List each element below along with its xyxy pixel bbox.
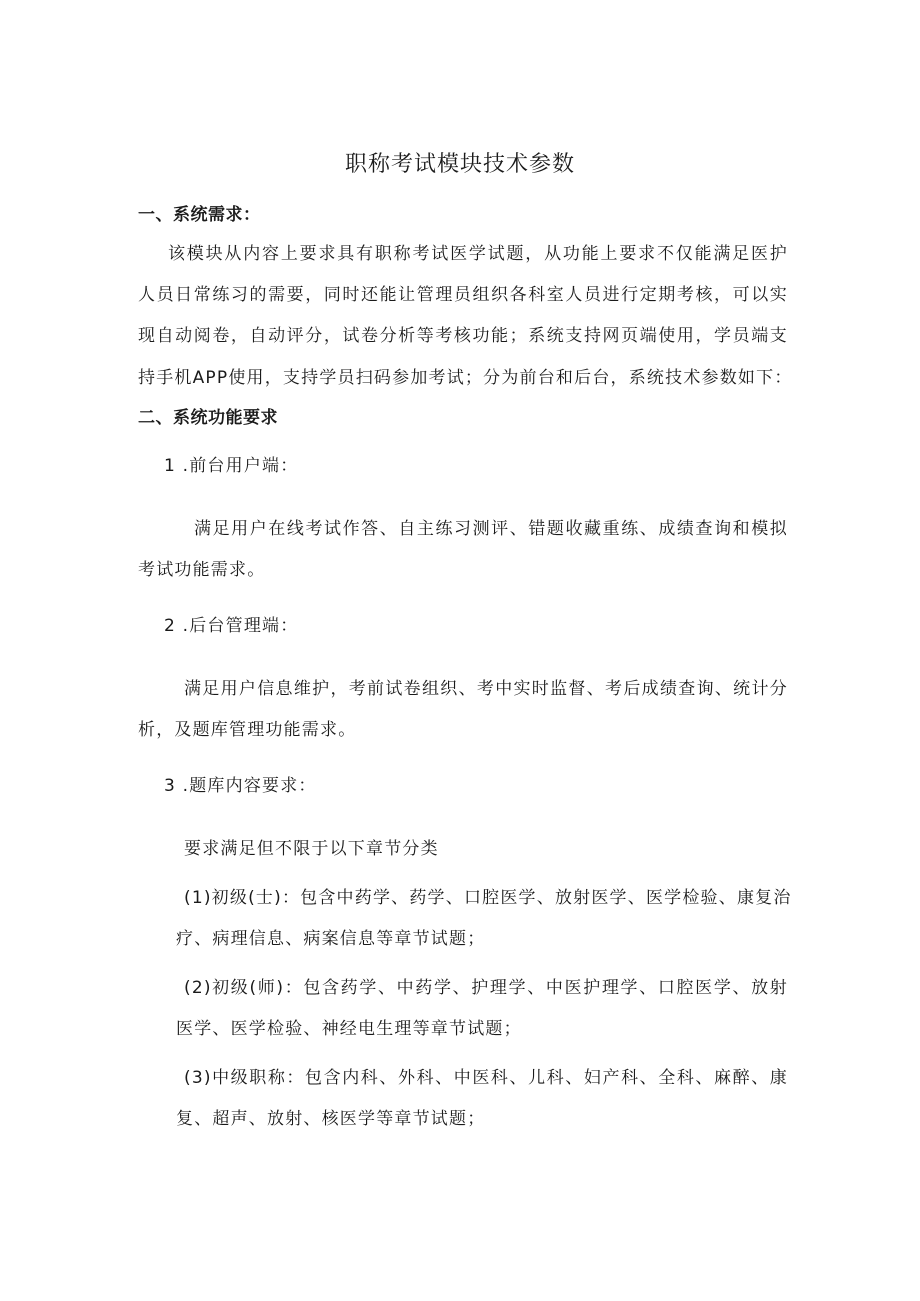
item-2-text-line: 析，及题库管理功能需求。: [138, 720, 357, 740]
item-1-text-line: 考试功能需求。: [138, 560, 266, 580]
item-1-text-line: 满足用户在线考试作答、自主练习测评、错题收藏重练、成绩查询和模拟: [194, 519, 788, 539]
item-3-label: 3 .题库内容要求：: [164, 776, 317, 796]
item-2-label: 2 .后台管理端：: [164, 616, 299, 636]
item-3-intro: 要求满足但不限于以下章节分类: [184, 839, 439, 859]
page-title: 职称考试模块技术参数: [344, 152, 575, 177]
section-1-paragraph-line: 现自动阅卷，自动评分，试卷分析等考核功能；系统支持网页端使用，学员端支: [138, 326, 788, 346]
subitem-line: 医学、医学检验、神经电生理等章节试题；: [176, 1019, 522, 1039]
section-1-paragraph-line: 持手机APP使用，支持学员扫码参加考试；分为前台和后台，系统技术参数如下：: [138, 368, 793, 388]
subitem-line: (2)初级(师)：包含药学、中药学、护理学、中医护理学、口腔医学、放射: [184, 978, 788, 998]
section-1-paragraph-line: 该模块从内容上要求具有职称考试医学试题，从功能上要求不仅能满足医护: [168, 244, 788, 264]
section-2-heading: 二、系统功能要求: [138, 408, 278, 428]
subitem-line: 复、超声、放射、核医学等章节试题；: [176, 1109, 486, 1129]
subitem-line: (1)初级(士)：包含中药学、药学、口腔医学、放射医学、医学检验、康复治: [184, 888, 792, 908]
subitem-line: (3)中级职称：包含内科、外科、中医科、儿科、妇产科、全科、麻醉、康: [184, 1068, 788, 1088]
section-1-paragraph-line: 人员日常练习的需要，同时还能让管理员组织各科室人员进行定期考核，可以实: [138, 285, 788, 305]
section-1-heading: 一、系统需求：: [138, 205, 261, 225]
subitem-line: 疗、病理信息、病案信息等章节试题；: [176, 929, 486, 949]
item-1-label: 1 .前台用户端：: [164, 456, 299, 476]
item-2-text-line: 满足用户信息维护，考前试卷组织、考中实时监督、考后成绩查询、统计分: [184, 679, 788, 699]
